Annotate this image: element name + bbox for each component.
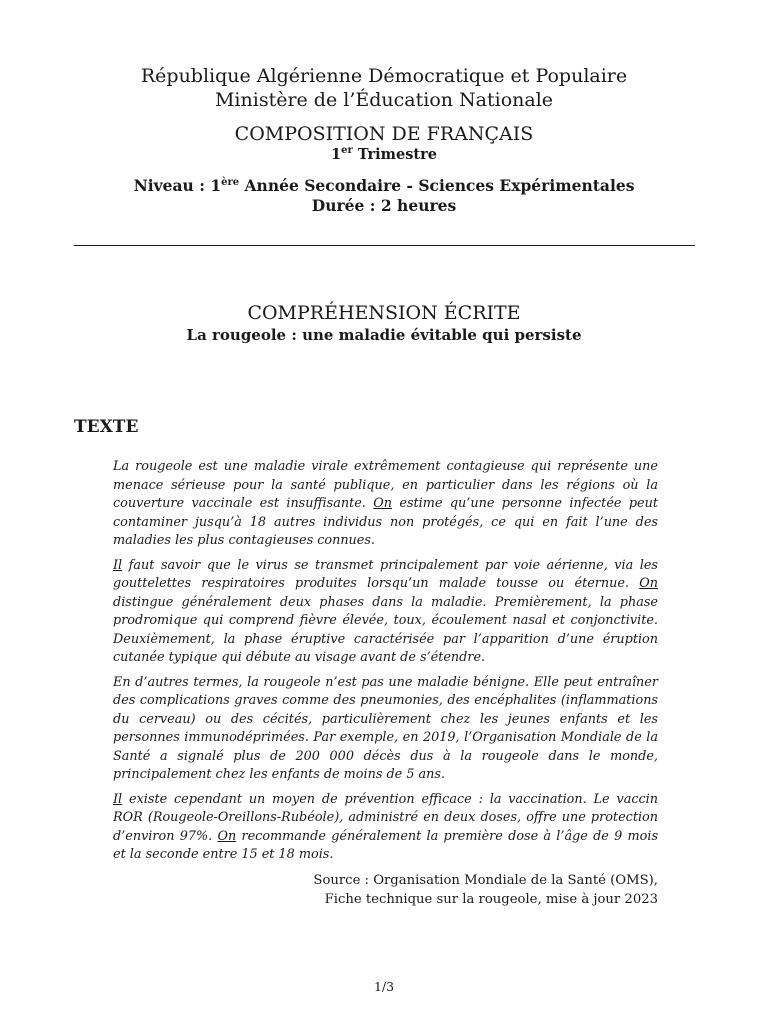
paragraph-text: distingue généralement deux phases dans la maladie. Premièrement, la phase prodromique qui comprend fièvre élevée, toux, écoulement nasal et conjonctivite. Deuxièmement, la phase éruptive caractérisée par l’apparition d’une éruption cutanée typique qui débute au visage avant de s’étendre. [113, 594, 658, 665]
paragraph-1 [113, 458, 658, 551]
paragraph-4 [113, 791, 658, 865]
underlined-pronoun: On [217, 828, 237, 844]
underlined-pronoun: On [639, 576, 658, 591]
paragraph-text: La rougeole est une maladie virale extrêmement contagieuse qui représente une menace sérieuse pour la santé publique, en particulier dans les régions où la couverture vaccinale est insuffisante. [113, 459, 658, 511]
term-word: Trimestre [352, 146, 437, 163]
exam-title: COMPOSITION DE FRANÇAIS [234, 123, 534, 145]
section-subtitle: La rougeole : une maladie évitable qui persiste [186, 326, 582, 344]
underlined-pronoun: On [373, 496, 392, 511]
underlined-pronoun: Il [113, 791, 123, 807]
paragraph-text: recommande généralement la première dose à l’âge de 9 mois et la seconde entre 15 et 18 mois. [113, 828, 659, 862]
section-title: COMPRÉHENSION ÉCRITE [247, 302, 521, 324]
term-line [0, 146, 768, 164]
paragraph-text: En d’autres termes, la rougeole n’est pas une maladie bénigne. Elle peut entraîner des complications graves comme des pneumonies, des encéphalites (inflammations du cerveau) ou des cécités, particulièrement chez les jeunes enfants et les personnes immunodéprimées. Par exemple, en 2019, l’Organisation Mondiale de la Santé a signalé plus de 200 000 décès dus à la rougeole dans le monde, principalement chez les enfants de moins de 5 ans. [113, 674, 658, 782]
page-number: 1/3 [373, 979, 395, 994]
paragraph-text: existe cependant un moyen de prévention efficace : la vaccination. Le vaccin ROR (Rougeole-Oreillons-Rubéole), administré en deux doses, offre une protection d’environ 97%. [113, 791, 658, 844]
republic-line: République Algérienne Démocratique et Populaire [140, 65, 628, 87]
level-prefix: Niveau : 1 [133, 176, 222, 195]
section-header [0, 301, 768, 345]
underlined-pronoun: Il [113, 557, 123, 573]
level-line [0, 176, 768, 196]
paragraph-2 [113, 557, 658, 668]
reading-text [113, 458, 658, 871]
paragraph-text: estime qu’une personne infectée peut contaminer jusqu’à 18 autres individus non protégés, ce qui en fait l’une des maladies les plus contagieuses connues. [113, 496, 658, 548]
source-line-1: Source : Organisation Mondiale de la Santé (OMS), [313, 873, 658, 888]
texte-heading: TEXTE [74, 417, 139, 437]
level-suffix: Année Secondaire - Sciences Expérimentales [239, 176, 635, 195]
header-divider [74, 245, 695, 246]
document-header [0, 64, 768, 216]
level-superscript: ère [221, 177, 240, 188]
source-citation [313, 871, 658, 909]
term-superscript: er [341, 145, 353, 156]
duration-line: Durée : 2 heures [311, 196, 457, 215]
term-number: 1 [331, 146, 342, 163]
source-line-2: Fiche technique sur la rougeole, mise à jour 2023 [324, 892, 658, 907]
ministry-line: Ministère de l’Éducation Nationale [214, 89, 554, 111]
paragraph-3 [113, 674, 658, 785]
paragraph-text: faut savoir que le virus se transmet principalement par voie aérienne, via les gouttelettes respiratoires produites lorsqu’un malade tousse ou éternue. [113, 557, 658, 591]
